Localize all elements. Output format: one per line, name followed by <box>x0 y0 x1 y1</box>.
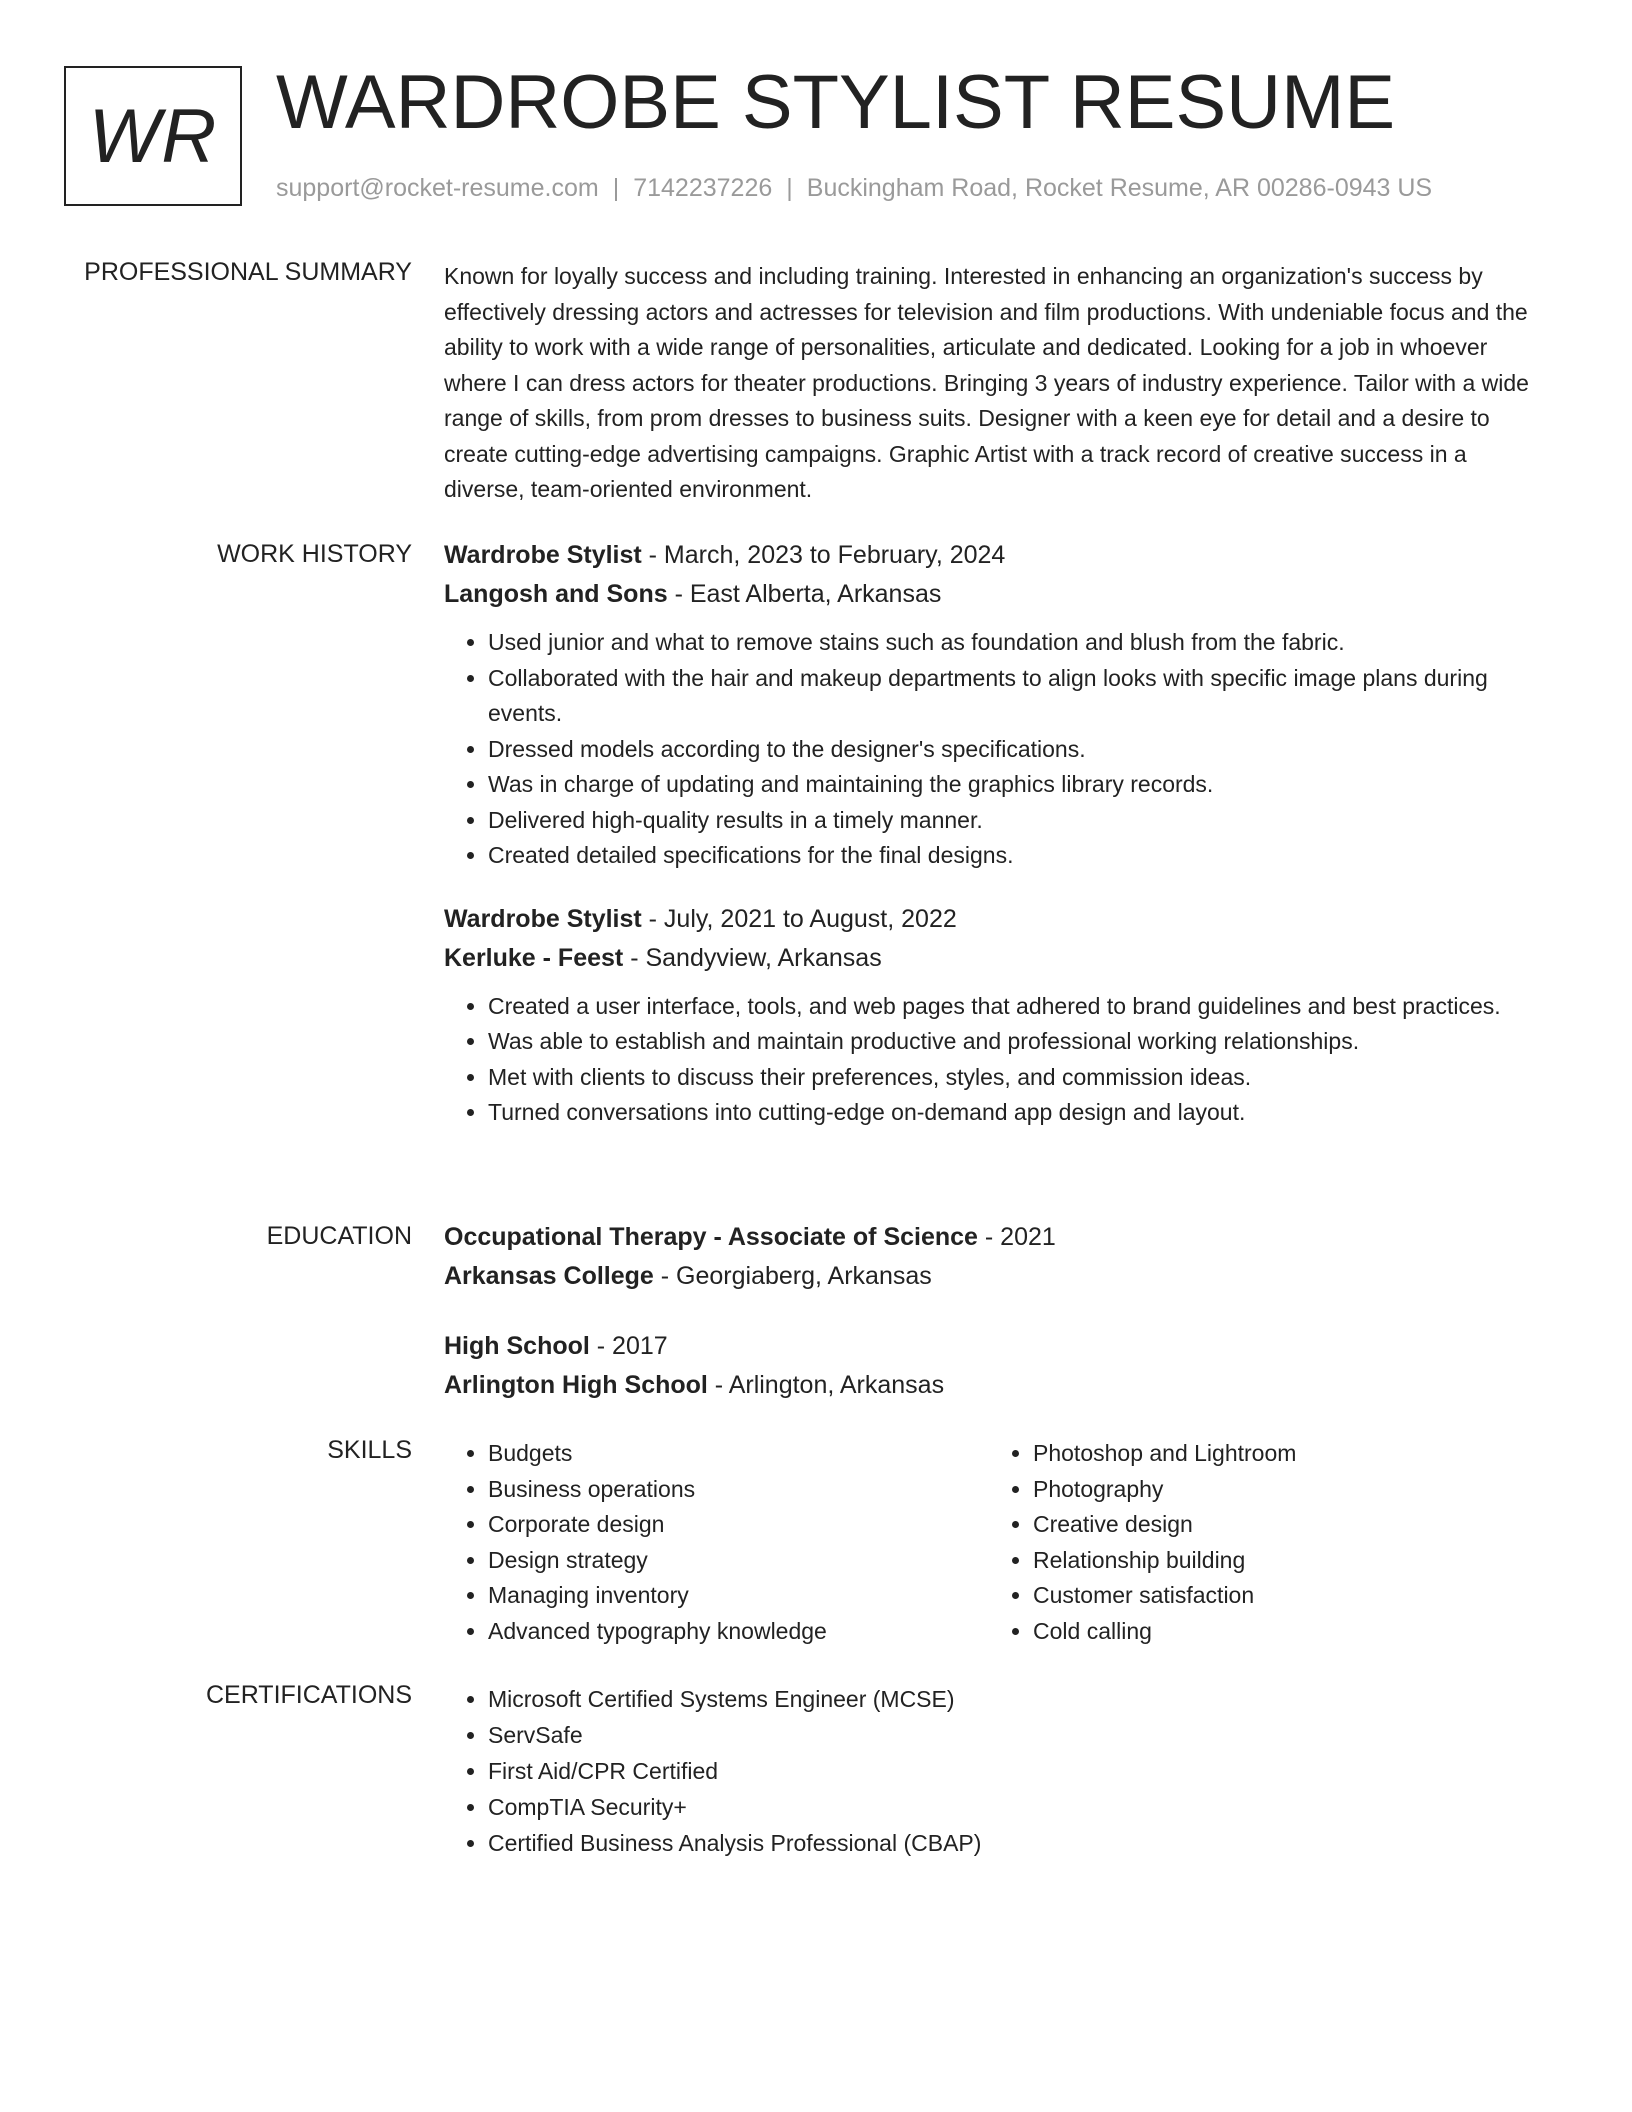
list-item: • Advanced typography knowledge <box>488 1614 989 1650</box>
skills-column-right <box>989 1436 1534 1649</box>
contact-address: Buckingham Road, Rocket Resume, AR 00286-0943 US <box>806 174 1433 202</box>
job-entry <box>444 536 1544 874</box>
job-bullets <box>444 625 1544 874</box>
job-entry <box>444 900 1544 1131</box>
job-company-line <box>444 575 1544 614</box>
page-title: WARDROBE STYLIST RESUME <box>276 60 1396 145</box>
list-item: • Was in charge of updating and maintaining the graphics library records. <box>488 767 1544 803</box>
contact-separator: | <box>612 174 620 202</box>
skills-column-left <box>444 1436 989 1649</box>
list-item: • Was able to establish and maintain productive and professional working relationships. <box>488 1024 1544 1060</box>
summary-text: Known for loyally success and including training. Interested in enhancing an organization's success by effectively dressing actors and actresses for television and film productions. With undeniable focus and the ability to work with a wide range of personalities, articulate and dedicated. Looking for a job in whoever where I can dress actors for theater productions. Bringing 3 years of industry experience. Tailor with a wide range of skills, from prom dresses to business suits. Designer with a keen eye for detail and a desire to create cutting-edge advertising campaigns. Graphic Artist with a track record of creative success in a diverse, team-oriented environment. <box>444 263 1529 502</box>
list-item: • Corporate design <box>488 1507 989 1543</box>
list-item: • First Aid/CPR Certified <box>488 1753 1544 1789</box>
list-item: • Met with clients to discuss their preferences, styles, and commission ideas. <box>488 1060 1544 1096</box>
education-location: - Arlington, Arkansas <box>707 1371 945 1399</box>
certifications-list <box>444 1681 1544 1861</box>
list-item: • Turned conversations into cutting-edge on-demand app design and layout. <box>488 1095 1544 1131</box>
education-degree: High School <box>444 1332 590 1360</box>
job-title: Wardrobe Stylist <box>444 541 642 569</box>
job-dates: - March, 2023 to February, 2024 <box>641 541 1006 569</box>
section-label-summary: PROFESSIONAL SUMMARY <box>84 258 412 286</box>
education-year: - 2017 <box>589 1332 668 1360</box>
contact-line <box>276 174 1432 203</box>
job-title-line <box>444 900 1544 939</box>
list-item: • Managing inventory <box>488 1578 989 1614</box>
list-item: • Created a user interface, tools, and web pages that adhered to brand guidelines and best practices. <box>488 989 1544 1025</box>
list-item: • Design strategy <box>488 1543 989 1579</box>
contact-email: support@rocket-resume.com <box>276 174 599 202</box>
job-location: - East Alberta, Arkansas <box>667 580 942 608</box>
education-degree: Occupational Therapy - Associate of Science <box>444 1223 978 1251</box>
list-item: • Collaborated with the hair and makeup departments to align looks with specific image plans during events. <box>488 661 1544 732</box>
education-school-line <box>444 1257 1544 1296</box>
list-item: • Customer satisfaction <box>1033 1578 1534 1614</box>
list-item: • Created detailed specifications for the final designs. <box>488 838 1544 874</box>
contact-separator: | <box>786 174 793 202</box>
education-school: Arkansas College <box>444 1262 654 1290</box>
job-title-line <box>444 536 1544 575</box>
job-company-line <box>444 939 1544 978</box>
list-item: • Dressed models according to the designer's specifications. <box>488 732 1544 768</box>
section-label-certifications: CERTIFICATIONS <box>205 1681 412 1709</box>
education-entry <box>444 1218 1544 1296</box>
section-label-skills: SKILLS <box>327 1436 412 1464</box>
section-label-work-history: WORK HISTORY <box>217 540 412 568</box>
list-item: • Cold calling <box>1033 1614 1534 1650</box>
list-item: • Delivered high-quality results in a timely manner. <box>488 803 1544 839</box>
job-location: - Sandyview, Arkansas <box>623 943 882 972</box>
list-item: • CompTIA Security+ <box>488 1789 1544 1825</box>
list-item: • Business operations <box>488 1472 989 1508</box>
education-degree-line <box>444 1327 1544 1366</box>
job-company: Kerluke - Feest <box>444 943 624 972</box>
list-item: • Microsoft Certified Systems Engineer (MCSE) <box>488 1681 1544 1717</box>
job-dates: - July, 2021 to August, 2022 <box>641 904 957 933</box>
education-content <box>444 1218 1544 1405</box>
education-location: - Georgiaberg, Arkansas <box>653 1262 932 1290</box>
work-content <box>444 536 1544 1131</box>
list-item: • Relationship building <box>1033 1543 1534 1579</box>
skills-list <box>989 1436 1534 1649</box>
job-bullets <box>444 989 1544 1131</box>
skills-content <box>444 1436 1544 1649</box>
education-year: - 2021 <box>977 1223 1056 1251</box>
job-title: Wardrobe Stylist <box>444 904 642 933</box>
education-degree-line <box>444 1218 1544 1257</box>
summary-content <box>444 259 1544 508</box>
education-school-line <box>444 1366 1544 1405</box>
job-company: Langosh and Sons <box>444 580 668 608</box>
list-item: • Budgets <box>488 1436 989 1472</box>
monogram-initials: WR <box>88 93 218 179</box>
list-item: • Creative design <box>1033 1507 1534 1543</box>
skills-list <box>444 1436 989 1649</box>
certifications-content <box>444 1681 1544 1861</box>
education-school: Arlington High School <box>444 1371 708 1399</box>
education-entry <box>444 1327 1544 1405</box>
list-item: • Used junior and what to remove stains such as foundation and blush from the fabric. <box>488 625 1544 661</box>
list-item: • Photography <box>1033 1472 1534 1508</box>
monogram-box <box>64 66 242 206</box>
section-label-education: EDUCATION <box>266 1222 412 1250</box>
contact-phone: 7142237226 <box>633 174 773 202</box>
list-item: • ServSafe <box>488 1717 1544 1753</box>
list-item: • Certified Business Analysis Professional (CBAP) <box>488 1825 1544 1861</box>
skills-grid <box>444 1436 1544 1649</box>
list-item: • Photoshop and Lightroom <box>1033 1436 1534 1472</box>
